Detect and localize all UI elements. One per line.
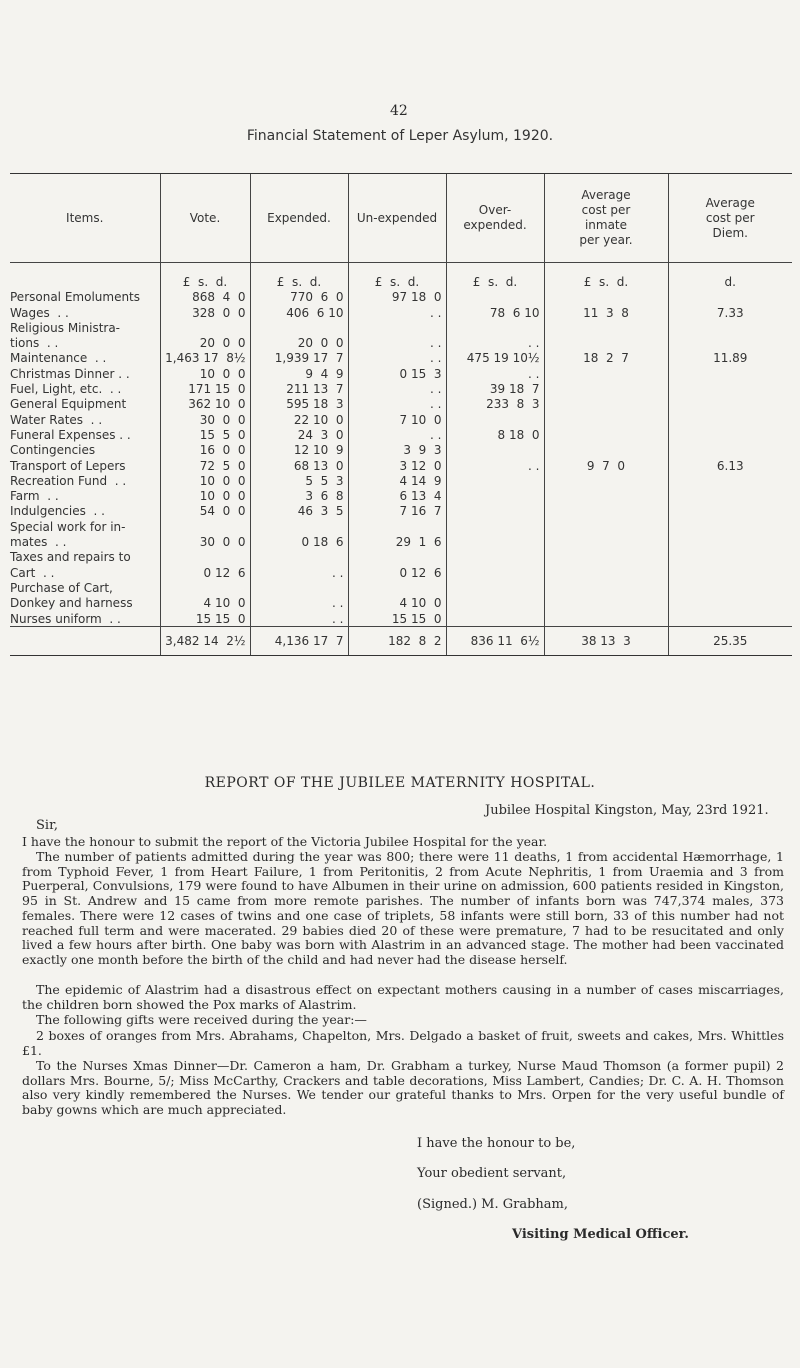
cell-avg-diem	[668, 580, 792, 595]
cell-avg-diem	[668, 549, 792, 564]
cell-avg-diem: 7.33	[668, 304, 792, 319]
units-row	[10, 263, 792, 290]
cell-vote: 868 4 0	[160, 289, 250, 304]
cell-expended: 20 0 0	[250, 335, 348, 350]
cell-item: Water Rates . .	[10, 412, 103, 427]
table-row	[10, 335, 792, 350]
cell-unexpended: 0 12 6	[348, 564, 446, 579]
cell-avg-year	[544, 549, 668, 564]
table-row	[10, 427, 792, 442]
total-overexpended: 836 11 6½	[446, 626, 544, 655]
cell-avg-diem	[668, 289, 792, 304]
cell-vote: 10 0 0	[160, 473, 250, 488]
cell-avg-diem	[668, 595, 792, 610]
report-paragraph: To the Nurses Xmas Dinner—Dr. Cameron a ham, Dr. Grabham a turkey, Nurse Maud Thomson (a former pupil) 2 dollars Mrs. Bourne, 5/; Miss McCarthy, Crackers and table decorations, Miss Lambert, Candies; Dr. C. A. H. Thomson also very kindly remembered the Nurses. We tender our grateful thanks to Mrs. Orpen for the very useful bundle of baby gowns which are much appreciated.	[22, 1058, 784, 1118]
cell-unexpended: . .	[348, 335, 446, 350]
table-row	[10, 396, 792, 411]
cell-unexpended: 6 13 4	[348, 488, 446, 503]
cell-avg-year: 9 7 0	[544, 457, 668, 472]
table-row	[10, 580, 792, 595]
table-row	[10, 564, 792, 579]
cell-expended: 22 10 0	[250, 411, 348, 426]
cell-item: General Equipment	[10, 397, 127, 412]
table-row	[10, 289, 792, 304]
financial-table	[10, 173, 792, 656]
cell-expended	[250, 580, 348, 595]
cell-over	[446, 488, 544, 503]
table-row	[10, 549, 792, 564]
cell-vote: 362 10 0	[160, 396, 250, 411]
report-paragraph: The number of patients admitted during the year was 800; there were 11 deaths, 1 from accidental Hæmorrhage, 1 from Typhoid Fever, 1 from Heart Failure, 1 from Peritonitis, 2 from Acute Nephritis, 1 from Uraemia and 3 from Puerperal, Convulsions, 179 were found to have Albumen in their urine on admission, 600 patients resided in Kingston, 95 in St. Andrew and 15 came from more remote parishes. The number of infants born was 747,374 males, 373 females. There were 12 cases of twins and one case of triplets, 58 infants were still born, 33 of this number had not reached full term and were macerated. 29 babies died 20 of these were premature, 7 had to be resucitated and only lived a few hours after birth. One baby was born with Alastrim in an advanced stage. The mother had been vaccinated exactly one month before the birth of the child and had never had the disease herself.	[22, 849, 784, 967]
cell-unexpended: 4 14 9	[348, 473, 446, 488]
unit-cell: £ s. d.	[544, 263, 668, 290]
header-unexpended: Un-expended	[348, 174, 446, 263]
table-row	[10, 350, 792, 365]
cell-expended: . .	[250, 610, 348, 626]
cell-avg-year	[544, 427, 668, 442]
header-overexpended: Over- expended.	[446, 174, 544, 263]
cell-avg-diem	[668, 335, 792, 350]
cell-avg-diem	[668, 427, 792, 442]
cell-avg-year	[544, 365, 668, 380]
cell-avg-diem	[668, 320, 792, 335]
cell-unexpended: 15 15 0	[348, 610, 446, 626]
cell-unexpended: 0 15 3	[348, 365, 446, 380]
cell-expended	[250, 549, 348, 564]
cell-vote: 54 0 0	[160, 503, 250, 518]
cell-item: Purchase of Cart,	[10, 580, 113, 595]
cell-avg-diem: 11.89	[668, 350, 792, 365]
cell-over	[446, 289, 544, 304]
cell-avg-diem	[668, 396, 792, 411]
cell-over	[446, 503, 544, 518]
cell-over	[446, 473, 544, 488]
cell-unexpended: . .	[348, 381, 446, 396]
cell-unexpended	[348, 580, 446, 595]
unit-cell: d.	[668, 263, 792, 290]
cell-item: Cart . .	[10, 565, 55, 580]
cell-item: Farm . .	[10, 489, 59, 504]
total-label	[10, 626, 160, 655]
cell-over	[446, 580, 544, 595]
cell-vote	[160, 320, 250, 335]
table-row	[10, 320, 792, 335]
total-expended: 4,136 17 7	[250, 626, 348, 655]
cell-item: tions . .	[10, 336, 59, 351]
total-avg-year: 38 13 3	[544, 626, 668, 655]
cell-over: 78 6 10	[446, 304, 544, 319]
cell-avg-year	[544, 580, 668, 595]
cell-vote	[160, 580, 250, 595]
page-title: Financial Statement of Leper Asylum, 1920.	[246, 128, 554, 144]
report-paragraph: 2 boxes of oranges from Mrs. Abrahams, Chapelton, Mrs. Delgado a basket of fruit, sweets and cakes, Mrs. Whittles £1.	[22, 1028, 784, 1058]
cell-expended: 46 3 5	[250, 503, 348, 518]
cell-avg-diem	[668, 564, 792, 579]
report-paragraph: The epidemic of Alastrim had a disastrous effect on expectant mothers causing in a number of cases miscarriages, the children born showed the Pox marks of Alastrim.	[22, 982, 784, 1012]
cell-avg-diem	[668, 503, 792, 518]
cell-unexpended: 3 9 3	[348, 442, 446, 457]
cell-vote: 171 15 0	[160, 381, 250, 396]
table-row	[10, 595, 792, 610]
total-vote: 3,482 14 2½	[160, 626, 250, 655]
report-heading: REPORT OF THE JUBILEE MATERNITY HOSPITAL.	[204, 775, 596, 791]
cell-over	[446, 411, 544, 426]
cell-over	[446, 564, 544, 579]
unit-cell: £ s. d.	[250, 263, 348, 290]
table-row	[10, 442, 792, 457]
cell-avg-year	[544, 595, 668, 610]
cell-over	[446, 442, 544, 457]
cell-item: Donkey and harness	[10, 596, 133, 611]
cell-item: Funeral Expenses . .	[10, 427, 131, 442]
cell-over	[446, 518, 544, 533]
cell-unexpended: 7 10 0	[348, 411, 446, 426]
cell-vote: 1,463 17 8½	[160, 350, 250, 365]
cell-unexpended: . .	[348, 396, 446, 411]
cell-unexpended: 29 1 6	[348, 534, 446, 549]
cell-expended: 406 6 10	[250, 304, 348, 319]
cell-expended	[250, 320, 348, 335]
cell-avg-diem: 6.13	[668, 457, 792, 472]
cell-avg-year	[544, 335, 668, 350]
cell-expended: 24 3 0	[250, 427, 348, 442]
cell-avg-year	[544, 610, 668, 626]
cell-vote: 4 10 0	[160, 595, 250, 610]
cell-over	[446, 610, 544, 626]
header-expended: Expended.	[250, 174, 348, 263]
cell-avg-diem	[668, 610, 792, 626]
cell-avg-diem	[668, 534, 792, 549]
report-closing-servant: Your obedient servant,	[417, 1166, 567, 1181]
cell-over: 8 18 0	[446, 427, 544, 442]
cell-vote	[160, 518, 250, 533]
cell-expended: 9 4 9	[250, 365, 348, 380]
cell-avg-diem	[668, 488, 792, 503]
cell-expended	[250, 518, 348, 533]
cell-avg-year	[544, 518, 668, 533]
report-place-date: Jubilee Hospital Kingston, May, 23rd 1921.	[485, 803, 769, 818]
cell-over: 233 8 3	[446, 396, 544, 411]
report-paragraph: The following gifts were received during the year:—	[36, 1012, 367, 1027]
cell-unexpended	[348, 549, 446, 564]
cell-avg-diem	[668, 473, 792, 488]
cell-avg-year	[544, 381, 668, 396]
report-salutation: Sir,	[36, 818, 58, 833]
report-signature-title: Visiting Medical Officer.	[512, 1227, 689, 1242]
total-avg-diem: 25.35	[668, 626, 792, 655]
cell-avg-year: 11 3 8	[544, 304, 668, 319]
cell-vote: 0 12 6	[160, 564, 250, 579]
cell-avg-diem	[668, 411, 792, 426]
cell-item: Personal Emoluments	[10, 290, 141, 305]
cell-vote: 30 0 0	[160, 411, 250, 426]
cell-over: 475 19 10½	[446, 350, 544, 365]
cell-avg-year	[544, 396, 668, 411]
header-avg-diem: Average cost per Diem.	[668, 174, 792, 263]
cell-expended: 770 6 0	[250, 289, 348, 304]
cell-unexpended	[348, 518, 446, 533]
cell-vote: 72 5 0	[160, 457, 250, 472]
cell-vote: 16 0 0	[160, 442, 250, 457]
cell-over	[446, 534, 544, 549]
table-row	[10, 473, 792, 488]
cell-item: Religious Ministra-	[10, 320, 121, 335]
table-row	[10, 381, 792, 396]
cell-expended: 0 18 6	[250, 534, 348, 549]
cell-vote: 10 0 0	[160, 488, 250, 503]
cell-vote: 15 5 0	[160, 427, 250, 442]
cell-unexpended: 3 12 0	[348, 457, 446, 472]
cell-avg-year	[544, 534, 668, 549]
table-row	[10, 488, 792, 503]
cell-unexpended: 97 18 0	[348, 289, 446, 304]
cell-avg-year	[544, 289, 668, 304]
cell-item: Recreation Fund . .	[10, 473, 127, 488]
cell-avg-diem	[668, 442, 792, 457]
cell-avg-year	[544, 503, 668, 518]
cell-vote: 328 0 0	[160, 304, 250, 319]
cell-item: Maintenance . .	[10, 351, 107, 366]
cell-avg-diem	[668, 381, 792, 396]
cell-over	[446, 320, 544, 335]
totals-row	[10, 626, 792, 655]
header-items: Items.	[10, 174, 160, 263]
table-row	[10, 610, 792, 626]
unit-cell: £ s. d.	[160, 263, 250, 290]
cell-avg-diem	[668, 365, 792, 380]
cell-avg-diem	[668, 518, 792, 533]
cell-expended: 5 5 3	[250, 473, 348, 488]
header-vote: Vote.	[160, 174, 250, 263]
cell-avg-year	[544, 411, 668, 426]
cell-item: Contingencies	[10, 443, 96, 458]
cell-avg-year	[544, 473, 668, 488]
cell-item: Fuel, Light, etc. . .	[10, 382, 122, 397]
cell-item: Transport of Lepers	[10, 458, 126, 473]
cell-avg-year	[544, 564, 668, 579]
table-row	[10, 518, 792, 533]
total-unexpended: 182 8 2	[348, 626, 446, 655]
table-row	[10, 503, 792, 518]
unit-cell: £ s. d.	[348, 263, 446, 290]
table-row	[10, 534, 792, 549]
cell-over	[446, 595, 544, 610]
table-row	[10, 457, 792, 472]
cell-unexpended: . .	[348, 304, 446, 319]
cell-vote: 30 0 0	[160, 534, 250, 549]
cell-expended: 1,939 17 7	[250, 350, 348, 365]
report-paragraph: I have the honour to submit the report of the Victoria Jubilee Hospital for the year.	[22, 834, 548, 849]
table-row	[10, 365, 792, 380]
cell-over: . .	[446, 335, 544, 350]
page-number: 42	[390, 103, 408, 119]
report-closing: I have the honour to be,	[417, 1136, 576, 1151]
cell-item: Christmas Dinner . .	[10, 366, 130, 381]
cell-vote: 20 0 0	[160, 335, 250, 350]
header-avg-year: Average cost per inmate per year.	[544, 174, 668, 263]
cell-unexpended: 4 10 0	[348, 595, 446, 610]
cell-avg-year	[544, 488, 668, 503]
cell-avg-year: 18 2 7	[544, 350, 668, 365]
cell-item: mates . .	[10, 535, 67, 550]
cell-expended: 12 10 9	[250, 442, 348, 457]
report-signature: (Signed.) M. Grabham,	[417, 1197, 569, 1212]
table-row	[10, 411, 792, 426]
table-row	[10, 304, 792, 319]
cell-expended: . .	[250, 595, 348, 610]
table-header-row	[10, 174, 792, 263]
cell-item: Taxes and repairs to	[10, 550, 131, 565]
cell-item: Special work for in-	[10, 519, 126, 534]
cell-vote: 10 0 0	[160, 365, 250, 380]
cell-expended: 595 18 3	[250, 396, 348, 411]
cell-over: . .	[446, 457, 544, 472]
cell-item: Wages . .	[10, 305, 69, 320]
cell-expended: 3 6 8	[250, 488, 348, 503]
cell-avg-year	[544, 320, 668, 335]
cell-expended: . .	[250, 564, 348, 579]
cell-vote: 15 15 0	[160, 610, 250, 626]
cell-over: 39 18 7	[446, 381, 544, 396]
cell-item: Nurses uniform . .	[10, 611, 121, 626]
cell-item: Indulgencies . .	[10, 504, 105, 519]
cell-over	[446, 549, 544, 564]
cell-unexpended: 7 16 7	[348, 503, 446, 518]
cell-unexpended: . .	[348, 350, 446, 365]
cell-over: . .	[446, 365, 544, 380]
cell-expended: 211 13 7	[250, 381, 348, 396]
cell-vote	[160, 549, 250, 564]
cell-expended: 68 13 0	[250, 457, 348, 472]
cell-unexpended	[348, 320, 446, 335]
cell-avg-year	[544, 442, 668, 457]
cell-unexpended: . .	[348, 427, 446, 442]
unit-cell: £ s. d.	[446, 263, 544, 290]
